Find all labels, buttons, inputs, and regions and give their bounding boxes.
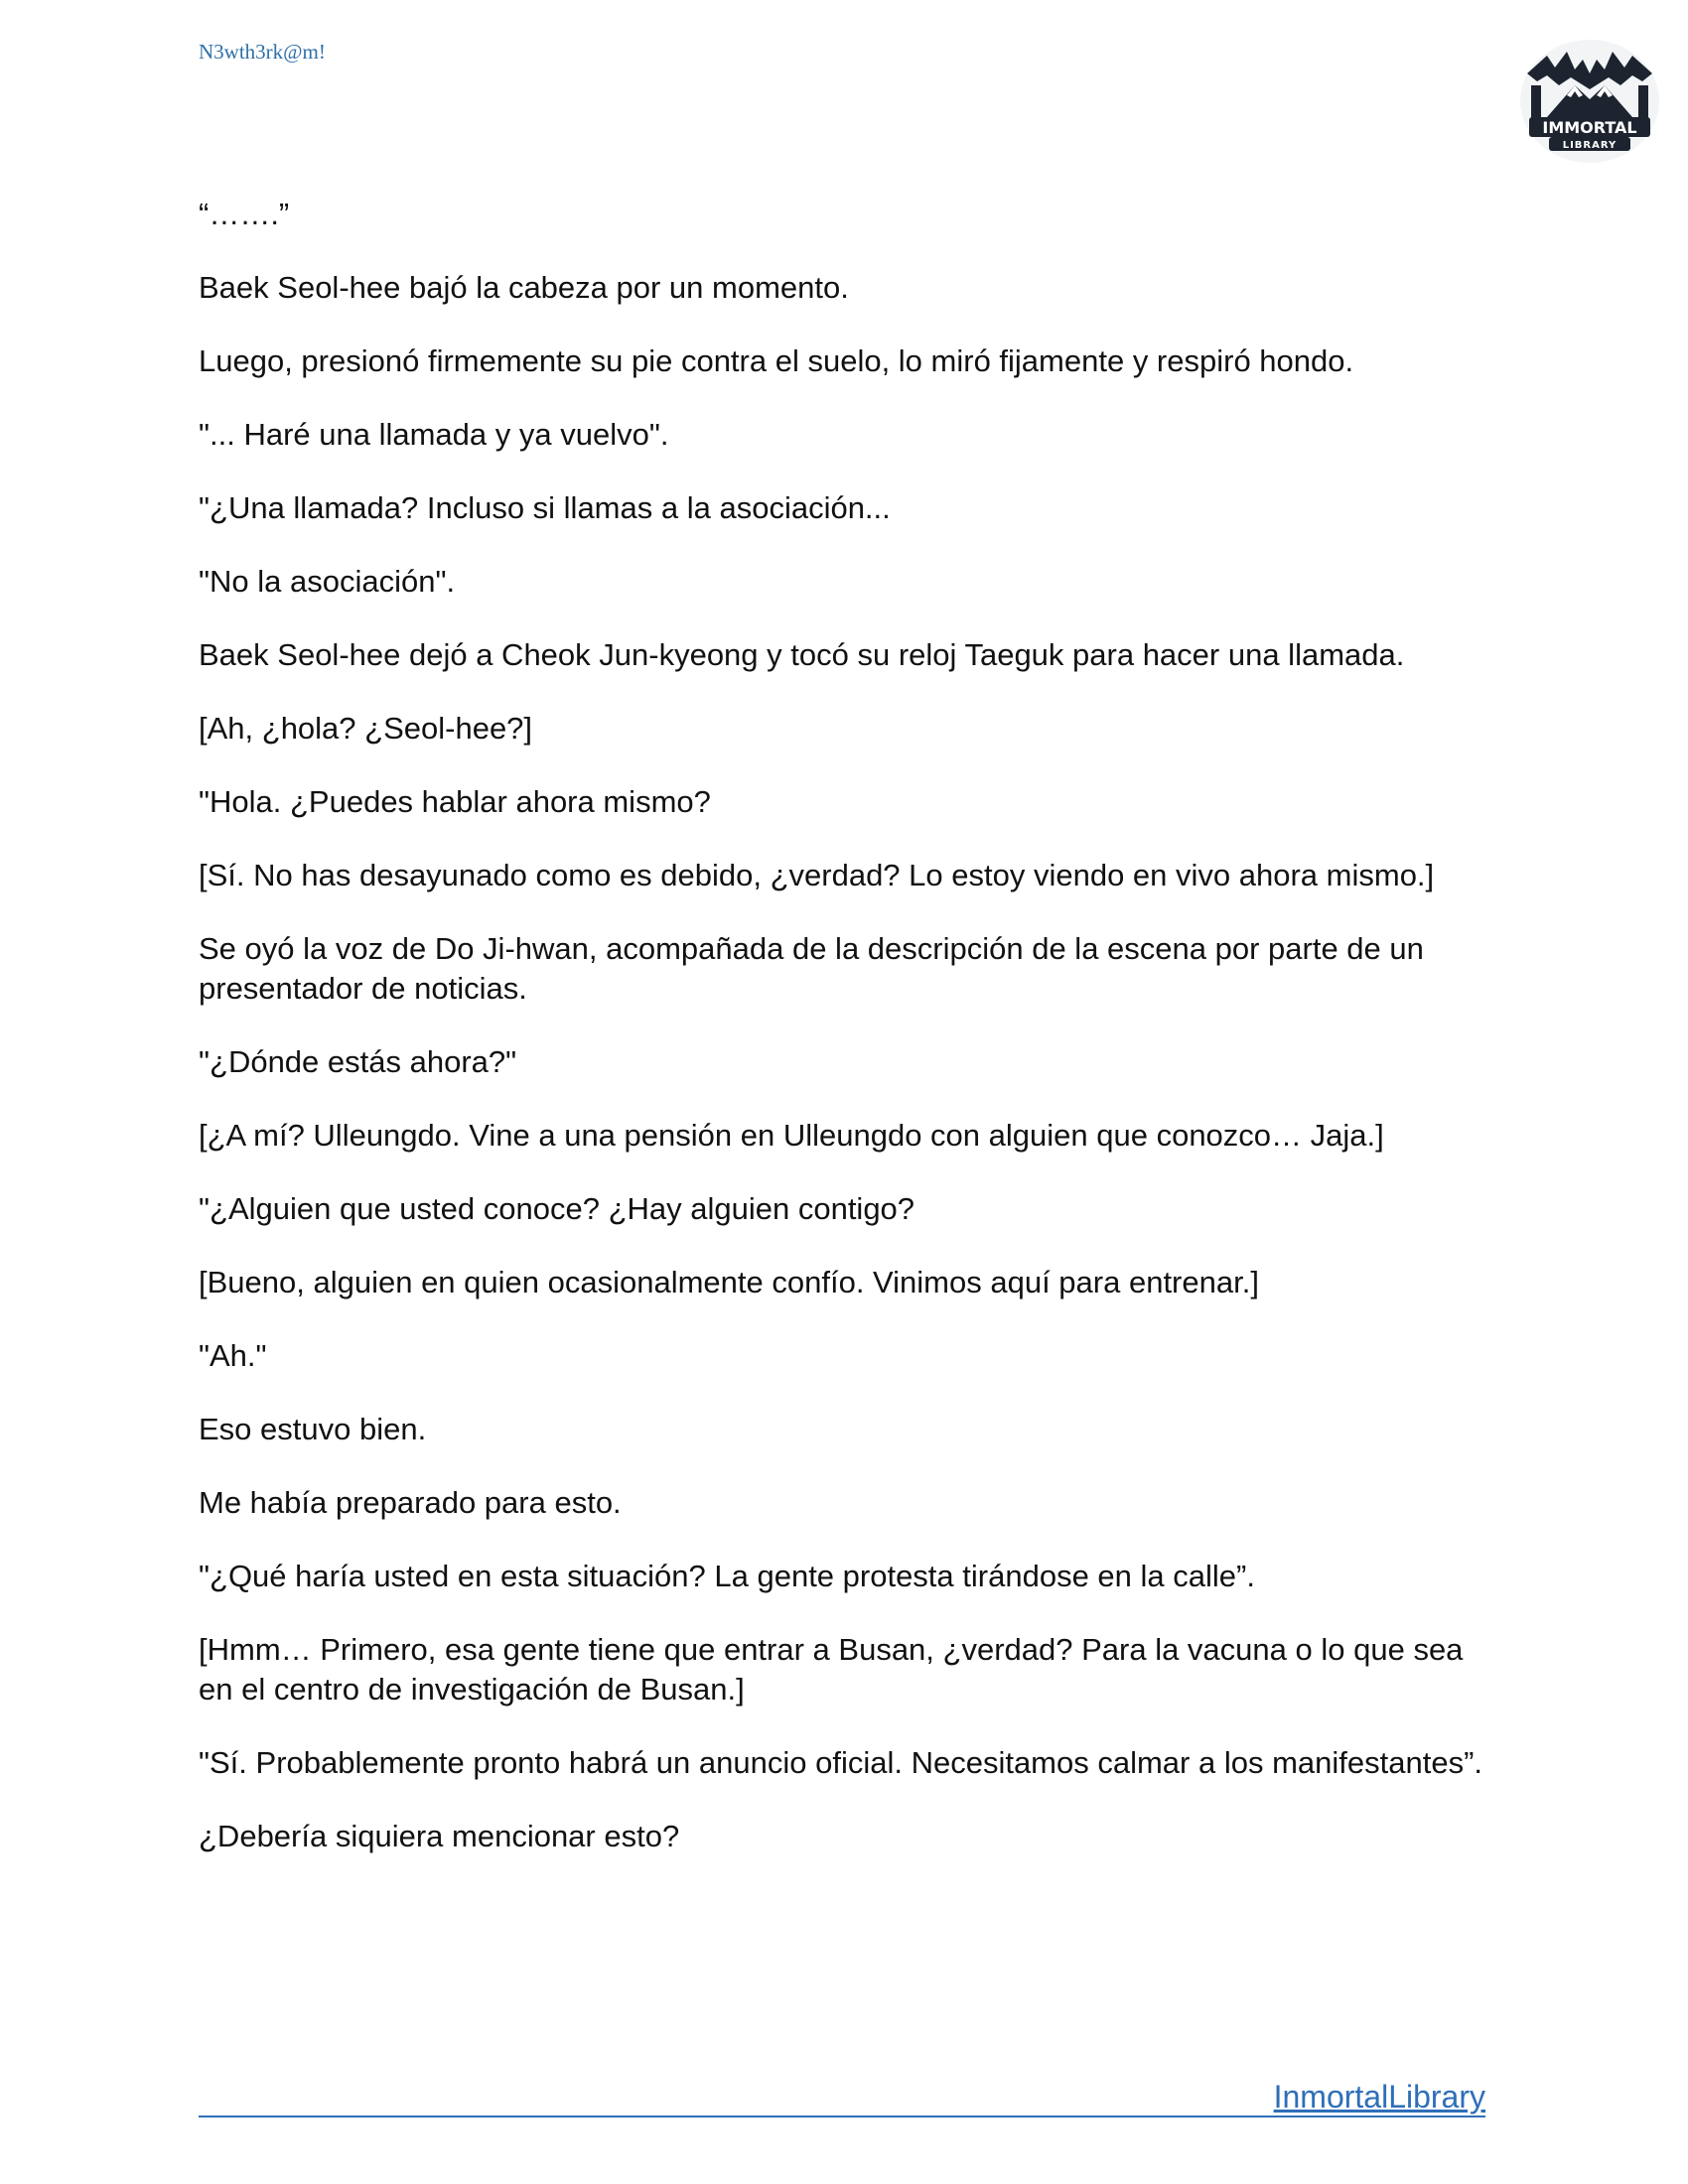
- paragraph: "¿Alguien que usted conoce? ¿Hay alguien contigo?: [199, 1191, 915, 1226]
- paragraph: [Sí. No has desayunado como es debido, ¿verdad? Lo estoy viendo en vivo ahora mismo.]: [199, 858, 1435, 892]
- paragraph: [Bueno, alguien en quien ocasionalmente confío. Vinimos aquí para entrenar.]: [199, 1265, 1259, 1299]
- logo-text-bottom: LIBRARY: [1562, 140, 1618, 151]
- paragraph: ¿Debería siquiera mencionar esto?: [199, 1819, 680, 1853]
- logo-text-top: IMMORTAL: [1542, 118, 1637, 137]
- paragraph: "Sí. Probablemente pronto habrá un anuncio oficial. Necesitamos calmar a los manifestantes”.: [199, 1745, 1483, 1780]
- footer-link[interactable]: InmortalLibrary: [1273, 2079, 1485, 2115]
- immortal-library-logo: [1517, 34, 1662, 163]
- paragraph: Baek Seol-hee dejó a Cheok Jun-kyeong y tocó su reloj Taeguk para hacer una llamada.: [199, 637, 1405, 672]
- paragraph: Eso estuvo bien.: [199, 1412, 427, 1446]
- paragraph: Me había preparado para esto.: [199, 1485, 622, 1520]
- paragraph: Baek Seol-hee bajó la cabeza por un momento.: [199, 270, 849, 305]
- footer-rule: [199, 2116, 1485, 2117]
- paragraph: “…….”: [199, 197, 290, 231]
- paragraph: "¿Una llamada? Incluso si llamas a la asociación...: [199, 490, 891, 525]
- paragraph: "Ah.": [199, 1338, 267, 1373]
- paragraph: [Hmm… Primero, esa gente tiene que entrar a Busan, ¿verdad? Para la vacuna o lo que sea en el centro de investigación de Busan.]: [199, 1632, 1464, 1706]
- paragraph: "¿Qué haría usted en esta situación? La gente protesta tirándose en la calle”.: [199, 1559, 1255, 1593]
- paragraph: [¿A mí? Ulleungdo. Vine a una pensión en Ulleungdo con alguien que conozco… Jaja.]: [199, 1118, 1384, 1153]
- paragraph: [Ah, ¿hola? ¿Seol-hee?]: [199, 711, 533, 746]
- paragraph: Se oyó la voz de Do Ji-hwan, acompañada de la descripción de la escena por parte de un presentador de noticias.: [199, 931, 1424, 1006]
- header-tag: N3wth3rk@m!: [199, 40, 326, 64]
- paragraph: "¿Dónde estás ahora?": [199, 1044, 517, 1079]
- paragraph: "... Haré una llamada y ya vuelvo".: [199, 417, 669, 452]
- paragraph: Luego, presionó firmemente su pie contra el suelo, lo miró fijamente y respiró hondo.: [199, 343, 1354, 378]
- paragraph: "Hola. ¿Puedes hablar ahora mismo?: [199, 784, 711, 819]
- document-body: [199, 195, 1489, 1890]
- paragraph: "No la asociación".: [199, 564, 456, 599]
